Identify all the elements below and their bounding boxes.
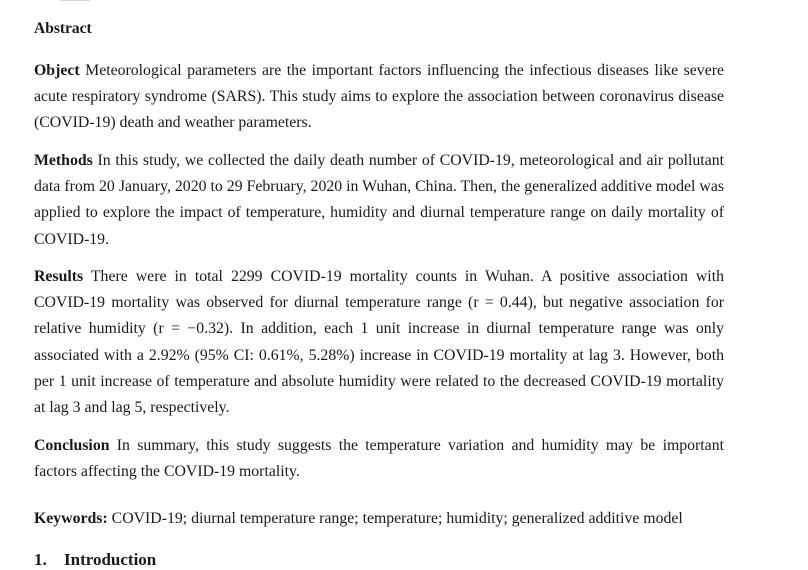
- object-paragraph: [34, 58, 724, 137]
- conclusion-paragraph: [34, 433, 724, 485]
- section-title: Introduction: [64, 550, 157, 569]
- conclusion-text: In summary, this study suggests the temperature variation and humidity may be important factors affecting the COVID-19 mortality.: [34, 437, 724, 481]
- top-divider: [60, 0, 90, 1]
- results-text: There were in total 2299 COVID-19 mortality counts in Wuhan. A positive association with COVID-19 mortality was observed for diurnal temperature range (r = 0.44), but negative association for relative humidity (r = −0.32). In addition, each 1 unit increase in diurnal temperature range was only associated with a 2.92% (95% CI: 0.61%, 5.28%) increase in COVID-19 mortality at lag 3. However, both per 1 unit increase of temperature and absolute humidity were related to the decreased COVID-19 mortality at lag 3 and lag 5, respectively.: [34, 268, 724, 417]
- methods-label: Methods: [34, 152, 93, 169]
- keywords-label: Keywords:: [34, 510, 108, 527]
- keywords-text: COVID-19; diurnal temperature range; temperature; humidity; generalized additive model: [107, 510, 683, 527]
- results-label: Results: [34, 268, 84, 285]
- methods-paragraph: [34, 148, 724, 253]
- object-text: Meteorological parameters are the important factors influencing the infectious diseases like severe acute respiratory syndrome (SARS). This study aims to explore the association between coronavirus disease (COVID-19) death and weather parameters.: [34, 62, 724, 132]
- results-paragraph: [34, 264, 724, 421]
- object-label: Object: [34, 62, 80, 79]
- keywords-paragraph: [34, 506, 724, 532]
- conclusion-label: Conclusion: [34, 437, 110, 454]
- introduction-heading: [34, 550, 156, 570]
- section-number: 1.: [34, 550, 47, 569]
- abstract-heading: Abstract: [34, 20, 92, 37]
- methods-text: In this study, we collected the daily death number of COVID-19, meteorological and air pollutant data from 20 January, 2020 to 29 February, 2020 in Wuhan, China. Then, the generalized additive model was applied to explore the impact of temperature, humidity and diurnal temperature range on daily mortality of COVID-19.: [34, 152, 724, 248]
